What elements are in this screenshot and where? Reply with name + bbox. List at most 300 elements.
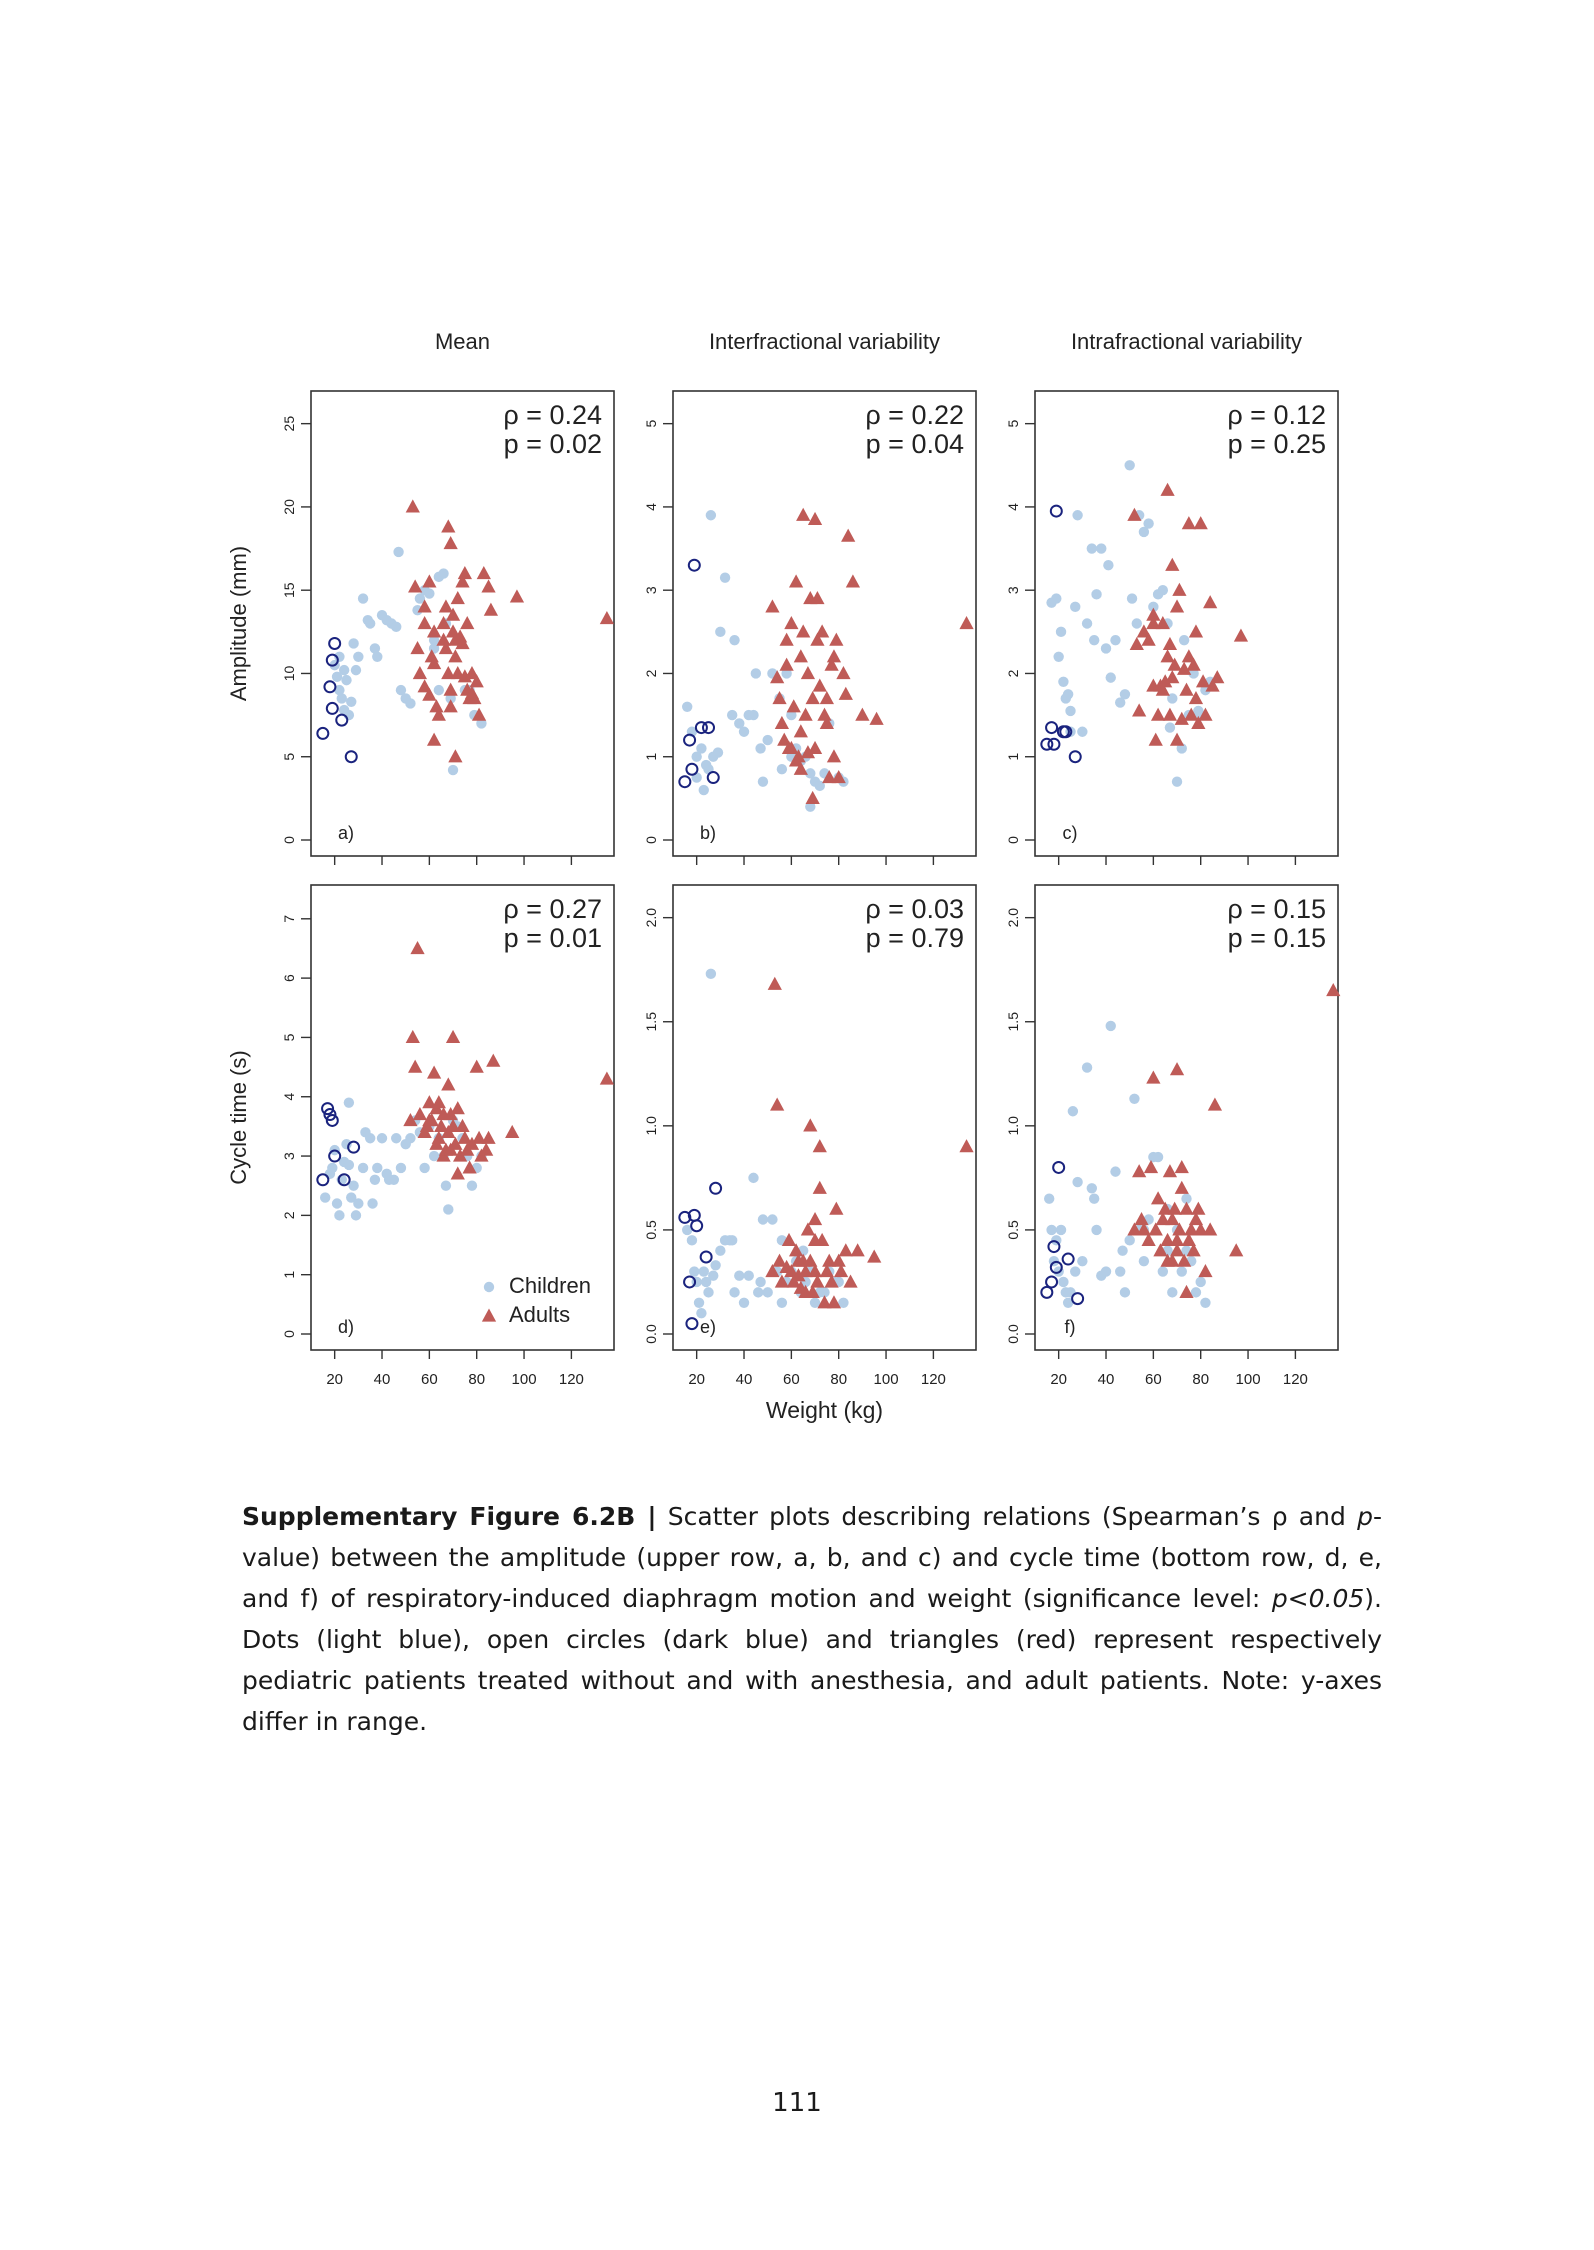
rho-value: ρ = 0.03 [865,894,964,924]
y-tick-label: 4 [281,1092,297,1101]
adult-point [1163,1164,1177,1177]
children-point [715,1246,725,1256]
adult-point [458,566,472,579]
adult-point [855,708,869,721]
legend-children-marker [484,1282,494,1292]
adult-point [813,1139,827,1152]
children-point [1091,1225,1101,1235]
y-tick-label: 4 [1005,503,1021,511]
children-point [748,1173,758,1183]
caption-p-italic: p [1357,1502,1373,1531]
adult-point [846,574,860,587]
x-tick-label: 80 [1192,1371,1210,1388]
adult-point [775,716,789,729]
plot-frame [311,391,614,856]
children-point [1124,1235,1134,1245]
children-point [434,685,444,695]
children-point [405,1133,415,1143]
adult-point [1144,1160,1158,1173]
adult-point [1208,1098,1222,1111]
adult-point [1175,1160,1189,1173]
anesthesia-point [701,1251,712,1262]
p-value: p = 0.02 [503,429,602,459]
adult-point [1189,624,1203,637]
y-tick-label: 3 [1005,586,1021,595]
y-tick-label: 0 [1005,836,1021,844]
y-tick-label: 2.0 [643,907,659,928]
anesthesia-point [327,703,338,714]
adult-point [817,708,831,721]
y-tick-label: 20 [281,499,298,515]
adult-point [1170,733,1184,746]
anesthesia-point [679,776,690,787]
row-ylabel: Cycle time (s) [226,1050,251,1185]
anesthesia-point [336,715,347,726]
adult-point [796,508,810,521]
adult-point [1160,483,1174,496]
x-tick-label: 120 [920,1371,946,1388]
children-point [1132,618,1142,628]
adult-point [801,666,815,679]
adult-point [1198,1264,1212,1277]
children-point [441,1181,451,1191]
rho-value: ρ = 0.12 [1227,400,1326,430]
children-point [1053,652,1063,662]
y-tick-label: 1 [1005,752,1021,761]
x-tick-label: 120 [1282,1371,1308,1388]
children-point [703,1287,713,1297]
adult-point [429,699,443,712]
children-point [1077,1256,1087,1266]
adult-point [505,1125,519,1138]
anesthesia-point [708,772,719,783]
anesthesia-point [1046,722,1057,733]
children-point [348,638,358,648]
adult-point [408,1060,422,1073]
adult-point [427,1066,441,1079]
adult-point [470,1060,484,1073]
p-value: p = 0.15 [1227,923,1326,953]
adult-point [444,699,458,712]
children-point [1106,672,1116,682]
x-tick-label: 80 [830,1371,848,1388]
children-point [372,652,382,662]
children-point [1106,1021,1116,1031]
children-point [1129,1094,1139,1104]
y-tick-label: 5 [281,752,297,761]
y-tick-label: 1.0 [1005,1116,1021,1136]
adult-point [798,708,812,721]
adult-point [427,733,441,746]
adult-point [1132,1164,1146,1177]
adult-point [1146,1070,1160,1083]
children-point [1177,1266,1187,1276]
children-point [391,1133,401,1143]
anesthesia-point [1072,1293,1083,1304]
children-point [358,1163,368,1173]
children-point [1117,1246,1127,1256]
children-point [739,727,749,737]
adult-point [794,649,808,662]
children-point [727,710,737,720]
y-tick-label: 2 [1005,669,1021,678]
adult-point [1151,708,1165,721]
adult-point [1163,708,1177,721]
children-point [365,1133,375,1143]
adult-point [1175,1181,1189,1194]
adult-point [1179,1202,1193,1215]
adult-point [444,683,458,696]
children-point [748,710,758,720]
children-point [396,1163,406,1173]
adult-point [486,1054,500,1067]
adult-point [815,624,829,637]
figure-caption [242,1496,1382,1742]
adult-point [794,724,808,737]
x-tick-label: 60 [1145,1371,1162,1388]
children-point [777,1298,787,1308]
y-tick-label: 1.5 [643,1012,659,1032]
children-point [467,1181,477,1191]
children-point [715,627,725,637]
x-tick-label: 80 [468,1371,486,1388]
adult-point [1163,637,1177,650]
adult-point [481,1131,495,1144]
children-point [727,1235,737,1245]
adult-point [1165,670,1179,683]
adult-point [432,1095,446,1108]
anesthesia-point [691,1220,702,1231]
y-tick-label: 0 [281,1330,297,1338]
adult-point [484,603,498,616]
panel-label: e) [699,1317,717,1337]
children-point [351,665,361,675]
adult-point [408,579,422,592]
adult-point [787,699,801,712]
panel-label: f) [1064,1317,1076,1337]
children-point [320,1192,330,1202]
children-point [1153,1152,1163,1162]
children-point [1065,706,1075,716]
adult-point [765,599,779,612]
adult-point [839,1243,853,1256]
legend [482,1273,591,1327]
children-point [327,1163,337,1173]
children-point [1072,510,1082,520]
column-title: Intrafractional variability [1070,329,1303,354]
adult-point [1172,583,1186,596]
children-point [1056,1225,1066,1235]
adult-point [959,1139,973,1152]
y-tick-label: 6 [281,974,297,983]
children-point [699,785,709,795]
children-point [424,588,434,598]
children-point [448,765,458,775]
y-tick-label: 1.5 [1005,1012,1021,1032]
legend-children-label: Children [509,1273,591,1298]
children-point [713,747,723,757]
adult-point [839,687,853,700]
children-point [1200,1298,1210,1308]
x-tick-label: 60 [421,1371,438,1388]
adult-point [1203,595,1217,608]
children-point [391,622,401,632]
anesthesia-point [329,638,340,649]
adult-point [813,678,827,691]
children-point [1101,643,1111,653]
panel-c [1005,329,1338,865]
adult-point [780,633,794,646]
panel-e [643,885,976,1423]
adult-point [806,691,820,704]
panel-label: c) [1062,823,1078,843]
children-point [739,1298,749,1308]
children-point [344,1097,354,1107]
children-point [1087,543,1097,553]
adult-point [451,1166,465,1179]
children-point [346,697,356,707]
adult-point [829,633,843,646]
x-tick-label: 20 [1050,1371,1068,1388]
y-tick-label: 25 [281,415,297,432]
p-value: p = 0.01 [503,923,602,953]
adult-point [451,591,465,604]
row-ylabel: Amplitude (mm) [226,545,251,702]
adult-point [1130,637,1144,650]
children-point [443,1204,453,1214]
adult-point [836,666,850,679]
caption-significance: p<0.05 [1271,1584,1365,1613]
children-point [1070,602,1080,612]
children-point [370,1175,380,1185]
children-point [694,1298,704,1308]
adult-point [1229,1243,1243,1256]
x-tick-label: 40 [1097,1371,1115,1388]
y-tick-label: 0 [281,836,297,844]
adult-point [806,791,820,804]
children-point [419,1163,429,1173]
adult-point [1149,733,1163,746]
anesthesia-point [1053,1162,1064,1173]
x-tick-label: 40 [735,1371,753,1388]
children-point [344,1160,354,1170]
y-tick-label: 3 [643,586,659,595]
children-point [351,1210,361,1220]
adult-point [1191,1202,1205,1215]
children-point [1091,589,1101,599]
children-point [1063,689,1073,699]
adult-point [1170,599,1184,612]
children-point [353,652,363,662]
adult-point [869,712,883,725]
y-tick-label: 0.0 [1005,1324,1021,1344]
children-point [1058,1277,1068,1287]
anesthesia-point [346,751,357,762]
y-tick-label: 0.5 [1005,1220,1021,1240]
x-tick-label: 20 [326,1371,344,1388]
adult-point [851,1243,865,1256]
x-tick-label: 60 [783,1371,800,1388]
y-tick-label: 1 [281,1270,297,1279]
adult-point [1182,649,1196,662]
anesthesia-point [324,681,335,692]
y-tick-label: 0.0 [643,1324,659,1344]
children-point [1127,593,1137,603]
adult-point [1203,1222,1217,1235]
children-point [1139,1256,1149,1266]
rho-value: ρ = 0.22 [865,400,964,430]
adult-point [813,1181,827,1194]
children-point [377,1133,387,1143]
children-point [708,1271,718,1281]
children-point [1058,677,1068,687]
adult-point [600,611,614,624]
adult-point [406,499,420,512]
y-tick-label: 1.0 [643,1116,659,1136]
rho-value: ρ = 0.24 [503,400,602,430]
adult-point [768,977,782,990]
anesthesia-point [689,560,700,571]
adult-point [808,1212,822,1225]
children-point [1158,1266,1168,1276]
children-point [1103,560,1113,570]
y-tick-label: 5 [281,1033,297,1042]
plot-frame [1035,391,1338,856]
children-point [710,1260,720,1270]
adult-point [1165,558,1179,571]
adult-point [446,1030,460,1043]
anesthesia-point [1063,1254,1074,1265]
y-tick-label: 3 [281,1152,297,1160]
caption-label: Supplementary Figure 6.2B | [242,1502,657,1531]
children-point [706,969,716,979]
children-point [389,1175,399,1185]
y-tick-label: 2.0 [1005,907,1021,928]
x-tick-label: 40 [373,1371,391,1388]
adult-point [784,616,798,629]
children-point [1124,460,1134,470]
children-point [1046,1225,1056,1235]
children-point [729,635,739,645]
anesthesia-point [710,1183,721,1194]
children-point [1082,1062,1092,1072]
caption-text-2: -value) between the amplitude (upper row, a, b, and c) and cycle time (bottom row, d, e, and f) of respiratory-induced diaphragm motion and weight (significance level: [242,1502,1382,1613]
panel-b [643,329,976,865]
adult-point [418,616,432,629]
adult-point [959,616,973,629]
adult-point [410,641,424,654]
children-point [334,1210,344,1220]
x-tick-label: 100 [1235,1371,1261,1388]
adult-point [770,1098,784,1111]
children-point [689,1266,699,1276]
adult-point [808,741,822,754]
adult-point [441,519,455,532]
panel-label: d) [337,1317,355,1337]
children-point [1068,1106,1078,1116]
children-point [339,665,349,675]
adult-point [439,599,453,612]
children-point [1044,1193,1054,1203]
children-point [341,675,351,685]
children-point [682,702,692,712]
y-tick-label: 15 [281,582,297,598]
children-point [734,1271,744,1281]
anesthesia-point [1041,1287,1052,1298]
children-point [372,1163,382,1173]
p-value: p = 0.25 [1227,429,1326,459]
children-point [1172,777,1182,787]
children-point [1051,593,1061,603]
adult-point [808,512,822,525]
children-point [751,668,761,678]
children-point [758,1214,768,1224]
adult-point [481,579,495,592]
adult-point [1210,670,1224,683]
adult-point [1170,1062,1184,1075]
anesthesia-point [1048,739,1059,750]
children-point [744,1271,754,1281]
anesthesia-point [686,764,697,775]
adult-point [1151,1191,1165,1204]
y-tick-label: 4 [643,503,659,511]
legend-adults-marker [482,1309,496,1322]
panel-label: a) [337,823,355,843]
y-tick-label: 7 [281,914,297,923]
legend-adults-label: Adults [509,1302,571,1327]
adult-point [867,1249,881,1262]
children-point [1065,1287,1075,1297]
plot-frame [673,885,976,1350]
rho-value: ρ = 0.15 [1227,894,1326,924]
children-point [367,1198,377,1208]
children-point [762,1287,772,1297]
anesthesia-point [703,722,714,733]
children-point [1056,627,1066,637]
x-axis-label: Weight (kg) [765,1397,884,1423]
children-point [687,1235,697,1245]
children-point [438,568,448,578]
children-point [699,1266,709,1276]
plot-frame [1035,885,1338,1350]
children-point [755,1277,765,1287]
adult-point [441,1077,455,1090]
children-point [1070,1266,1080,1276]
column-title: Mean [434,329,491,354]
x-tick-label: 100 [511,1371,537,1388]
children-point [1143,518,1153,528]
adult-point [803,1118,817,1131]
adult-point [820,691,834,704]
adult-point [460,616,474,629]
adult-point [841,529,855,542]
children-point [696,743,706,753]
caption-text-1: Scatter plots describing relations (Spearman’s ρ and [656,1502,1358,1531]
children-point [767,1214,777,1224]
children-point [1077,727,1087,737]
children-point [753,1287,763,1297]
children-point [706,510,716,520]
adult-point [829,1202,843,1215]
adult-point [510,589,524,602]
anesthesia-point [686,1318,697,1329]
children-point [1110,1166,1120,1176]
x-tick-label: 100 [873,1371,899,1388]
adult-point [444,536,458,549]
column-title: Interfractional variability [708,329,941,354]
children-point [762,735,772,745]
adult-point [413,666,427,679]
